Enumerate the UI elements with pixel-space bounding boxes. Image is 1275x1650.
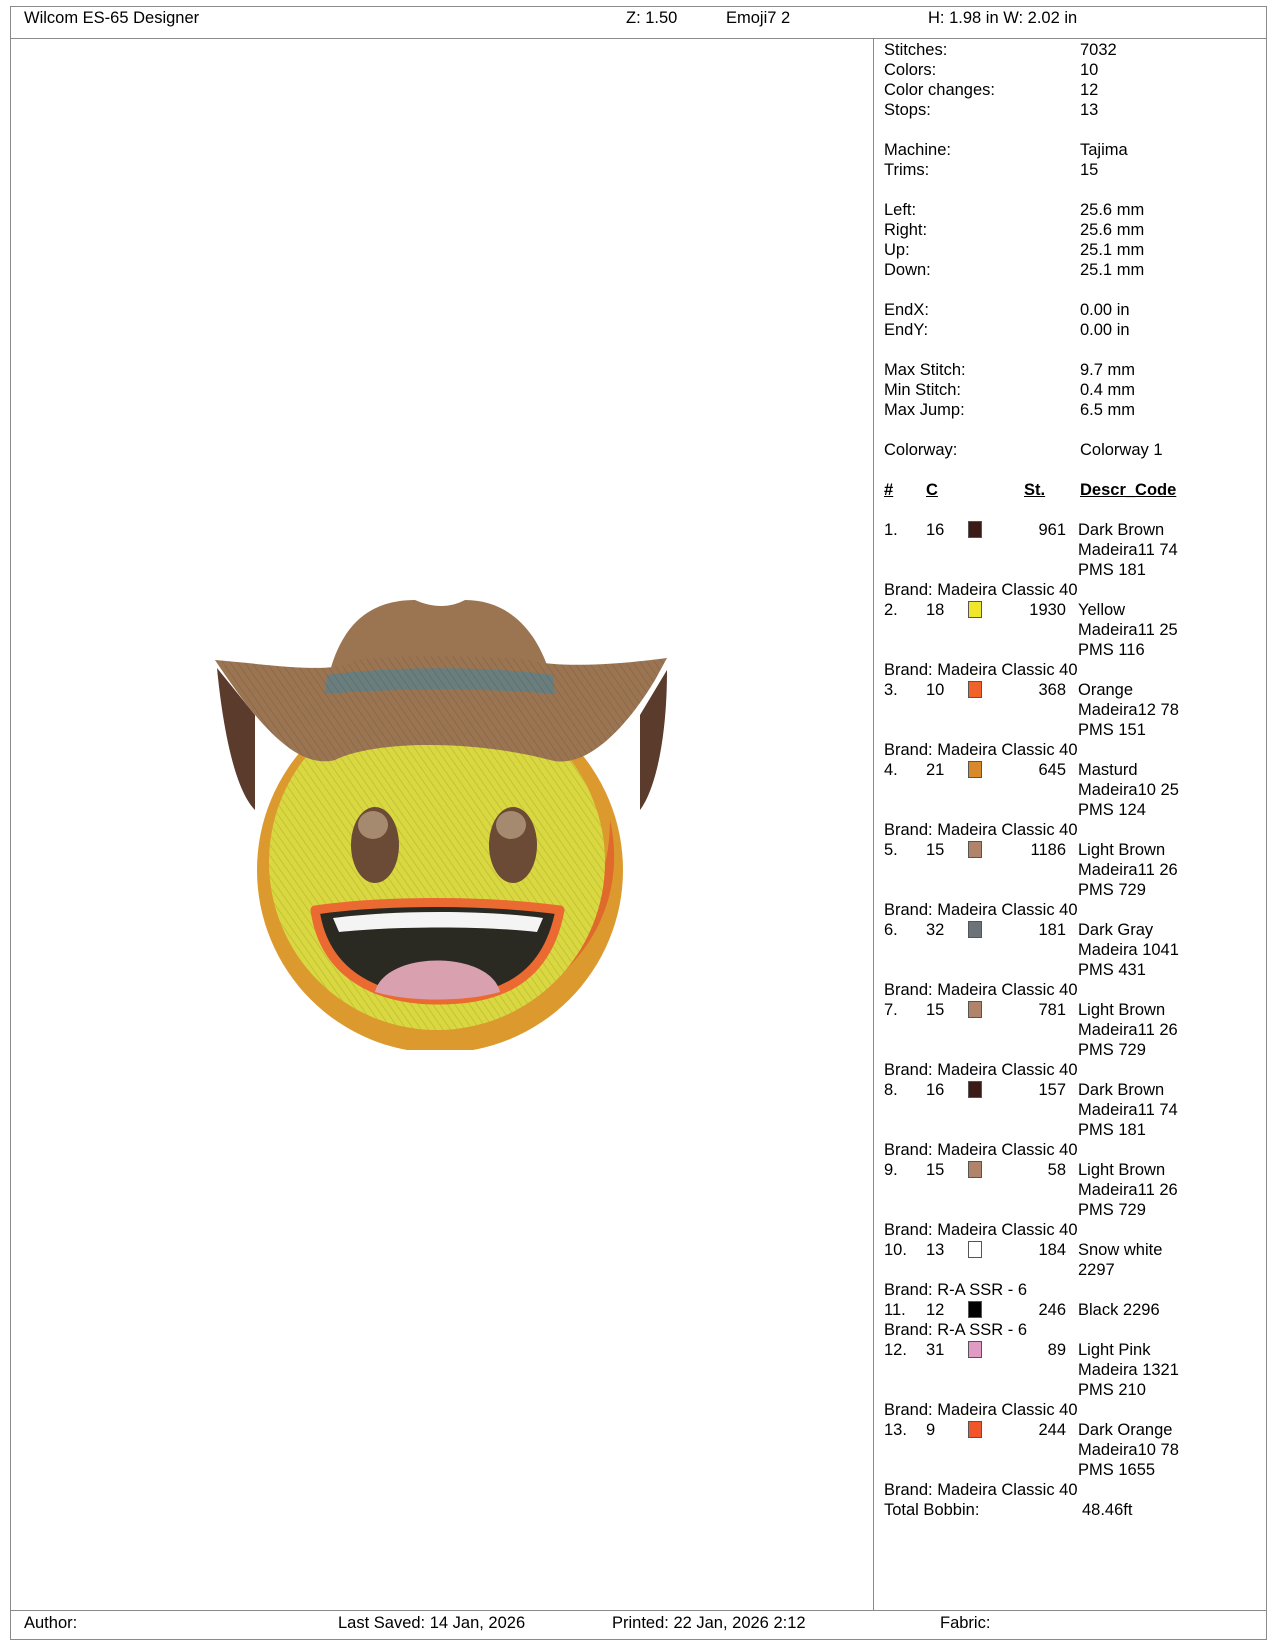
thread-description: Light Brown — [1078, 1001, 1166, 1019]
thread-code-line: Madeira11 74 — [1078, 1101, 1178, 1119]
col-header-num: # — [884, 481, 894, 499]
stat-value: Tajima — [1080, 141, 1128, 159]
thread-color-code: 15 — [926, 1161, 945, 1179]
color-swatch — [968, 1161, 982, 1178]
stat-label: Left: — [884, 201, 917, 219]
thread-brand: Brand: Madeira Classic 40 — [884, 821, 1078, 839]
right-eye-highlight — [496, 811, 526, 839]
thread-description: Dark Brown — [1078, 521, 1165, 539]
thread-description: Yellow — [1078, 601, 1126, 619]
footer-last-saved: Last Saved: 14 Jan, 2026 — [338, 1614, 526, 1632]
color-swatch — [968, 601, 982, 618]
stat-label: Stitches: — [884, 41, 948, 59]
stat-label: Max Stitch: — [884, 361, 966, 379]
stat-value: 0.00 in — [1080, 301, 1130, 319]
stat-label: Down: — [884, 261, 931, 279]
thread-code-line: 2297 — [1078, 1261, 1115, 1279]
thread-color-code: 18 — [926, 601, 945, 619]
thread-code-line: Madeira11 74 — [1078, 541, 1178, 559]
stat-label: Colorway: — [884, 441, 958, 459]
thread-color-code: 12 — [926, 1301, 945, 1319]
stat-value: 25.6 mm — [1080, 201, 1145, 219]
stat-value: 25.1 mm — [1080, 241, 1145, 259]
thread-code-line: PMS 124 — [1078, 801, 1146, 819]
thread-code-line: Madeira11 26 — [1078, 1021, 1178, 1039]
thread-brand: Brand: Madeira Classic 40 — [884, 1221, 1078, 1239]
thread-brand: Brand: R-A SSR - 6 — [884, 1321, 1028, 1339]
thread-brand: Brand: Madeira Classic 40 — [884, 981, 1078, 999]
thread-description: Masturd — [1078, 761, 1138, 779]
stat-label: Right: — [884, 221, 928, 239]
stat-value: 15 — [1080, 161, 1099, 179]
thread-stitches: 1186 — [1030, 841, 1066, 859]
thread-brand: Brand: R-A SSR - 6 — [884, 1281, 1028, 1299]
thread-brand: Brand: Madeira Classic 40 — [884, 901, 1078, 919]
thread-number: 3. — [884, 681, 898, 699]
header-divider — [10, 38, 1267, 39]
stat-value: 12 — [1080, 81, 1099, 99]
thread-color-code: 16 — [926, 521, 945, 539]
design-name: Emoji7 2 — [726, 9, 791, 27]
footer-printed: Printed: 22 Jan, 2026 2:12 — [612, 1614, 806, 1632]
thread-description: Dark Brown — [1078, 1081, 1165, 1099]
thread-description: Light Pink — [1078, 1341, 1151, 1359]
thread-code-line: Madeira11 26 — [1078, 1181, 1178, 1199]
thread-color-code: 10 — [926, 681, 945, 699]
stat-value: 9.7 mm — [1080, 361, 1136, 379]
thread-code-line: PMS 116 — [1078, 641, 1145, 659]
thread-color-code: 9 — [926, 1421, 936, 1439]
footer-divider — [10, 1610, 1267, 1611]
color-swatch — [968, 921, 982, 938]
stat-label: EndY: — [884, 321, 929, 339]
color-swatch — [968, 1301, 982, 1318]
color-swatch — [968, 521, 982, 538]
thread-description: Light Brown — [1078, 841, 1166, 859]
thread-code-line: PMS 181 — [1078, 561, 1146, 579]
stat-value: 6.5 mm — [1080, 401, 1136, 419]
thread-number: 7. — [884, 1001, 898, 1019]
thread-description: Dark Orange — [1078, 1421, 1173, 1439]
stat-label: Min Stitch: — [884, 381, 962, 399]
panel-divider — [873, 38, 874, 1610]
thread-color-code: 15 — [926, 1001, 945, 1019]
thread-number: 6. — [884, 921, 898, 939]
thread-brand: Brand: Madeira Classic 40 — [884, 581, 1078, 599]
thread-code-line: Madeira 1041 — [1078, 941, 1179, 959]
stat-value: 0.4 mm — [1080, 381, 1136, 399]
thread-number: 9. — [884, 1161, 898, 1179]
thread-color-code: 21 — [926, 761, 945, 779]
thread-code-line: Madeira 1321 — [1078, 1361, 1179, 1379]
stat-value: 0.00 in — [1080, 321, 1130, 339]
stat-label: Up: — [884, 241, 910, 259]
thread-code-line: Madeira11 25 — [1078, 621, 1178, 639]
color-swatch — [968, 1081, 982, 1098]
thread-code-line: Madeira10 78 — [1078, 1441, 1179, 1459]
thread-number: 2. — [884, 601, 898, 619]
thread-code-line: PMS 729 — [1078, 881, 1146, 899]
thread-stitches: 58 — [1047, 1161, 1066, 1179]
thread-stitches: 368 — [1038, 681, 1066, 699]
color-swatch — [968, 681, 982, 698]
thread-number: 5. — [884, 841, 898, 859]
thread-number: 11. — [884, 1301, 906, 1319]
thread-brand: Brand: Madeira Classic 40 — [884, 1141, 1078, 1159]
stat-value: 13 — [1080, 101, 1099, 119]
stat-label: Trims: — [884, 161, 930, 179]
thread-description: Orange — [1078, 681, 1134, 699]
col-header-stitches: St. — [1024, 481, 1046, 499]
thread-code-line: PMS 1655 — [1078, 1461, 1156, 1479]
zoom-level: Z: 1.50 — [626, 9, 678, 27]
thread-code-line: PMS 151 — [1078, 721, 1146, 739]
stat-label: Max Jump: — [884, 401, 965, 419]
thread-description: Light Brown — [1078, 1161, 1166, 1179]
thread-number: 4. — [884, 761, 898, 779]
footer-author: Author: — [24, 1614, 78, 1632]
thread-number: 1. — [884, 521, 898, 539]
stat-label: Colors: — [884, 61, 937, 79]
stat-label: EndX: — [884, 301, 929, 319]
thread-brand: Brand: Madeira Classic 40 — [884, 741, 1078, 759]
stat-label: Machine: — [884, 141, 951, 159]
stat-label: Color changes: — [884, 81, 995, 99]
thread-color-code: 31 — [926, 1341, 945, 1359]
color-swatch — [968, 841, 982, 858]
thread-color-code: 16 — [926, 1081, 945, 1099]
thread-code-line: PMS 210 — [1078, 1381, 1146, 1399]
thread-number: 8. — [884, 1081, 898, 1099]
color-swatch — [968, 1421, 982, 1438]
thread-brand: Brand: Madeira Classic 40 — [884, 1061, 1078, 1079]
thread-code-line: PMS 729 — [1078, 1041, 1146, 1059]
col-header-desc: Descr_Code — [1080, 481, 1177, 499]
col-header-color: C — [926, 481, 938, 499]
thread-code-line: PMS 181 — [1078, 1121, 1146, 1139]
thread-number: 12. — [884, 1341, 907, 1359]
thread-code-line: Madeira12 78 — [1078, 701, 1179, 719]
embroidery-design-preview — [215, 600, 675, 1050]
bobbin-value: 48.46ft — [1082, 1501, 1133, 1519]
thread-number: 13. — [884, 1421, 907, 1439]
stat-label: Stops: — [884, 101, 931, 119]
bobbin-label: Total Bobbin: — [884, 1501, 980, 1519]
thread-description: Black 2296 — [1078, 1301, 1160, 1319]
thread-description: Snow white — [1078, 1241, 1163, 1259]
thread-stitches: 645 — [1038, 761, 1066, 779]
thread-stitches: 244 — [1038, 1421, 1066, 1439]
footer-fabric: Fabric: — [940, 1614, 991, 1632]
stat-value: 25.6 mm — [1080, 221, 1145, 239]
app-title: Wilcom ES-65 Designer — [24, 9, 200, 27]
thread-stitches: 181 — [1038, 921, 1066, 939]
thread-color-code: 13 — [926, 1241, 945, 1259]
stat-value: 10 — [1080, 61, 1099, 79]
design-size: H: 1.98 in W: 2.02 in — [928, 9, 1078, 27]
thread-brand: Brand: Madeira Classic 40 — [884, 1481, 1078, 1499]
stat-value: Colorway 1 — [1080, 441, 1163, 459]
stat-value: 7032 — [1080, 41, 1117, 59]
color-swatch — [968, 1001, 982, 1018]
color-swatch — [968, 1341, 982, 1358]
thread-stitches: 246 — [1038, 1301, 1066, 1319]
thread-color-code: 32 — [926, 921, 945, 939]
thread-description: Dark Gray — [1078, 921, 1154, 939]
thread-brand: Brand: Madeira Classic 40 — [884, 1401, 1078, 1419]
color-swatch — [968, 761, 982, 778]
color-swatch — [968, 1241, 982, 1258]
thread-stitches: 157 — [1038, 1081, 1066, 1099]
thread-stitches: 1930 — [1029, 601, 1066, 619]
thread-stitches: 89 — [1047, 1341, 1066, 1359]
thread-code-line: PMS 729 — [1078, 1201, 1146, 1219]
thread-color-code: 15 — [926, 841, 945, 859]
thread-code-line: Madeira10 25 — [1078, 781, 1179, 799]
thread-brand: Brand: Madeira Classic 40 — [884, 661, 1078, 679]
stat-value: 25.1 mm — [1080, 261, 1145, 279]
thread-code-line: PMS 431 — [1078, 961, 1146, 979]
thread-stitches: 781 — [1038, 1001, 1066, 1019]
thread-number: 10. — [884, 1241, 907, 1259]
left-eye-highlight — [358, 811, 388, 839]
thread-stitches: 961 — [1038, 521, 1066, 539]
thread-stitches: 184 — [1038, 1241, 1066, 1259]
thread-code-line: Madeira11 26 — [1078, 861, 1178, 879]
